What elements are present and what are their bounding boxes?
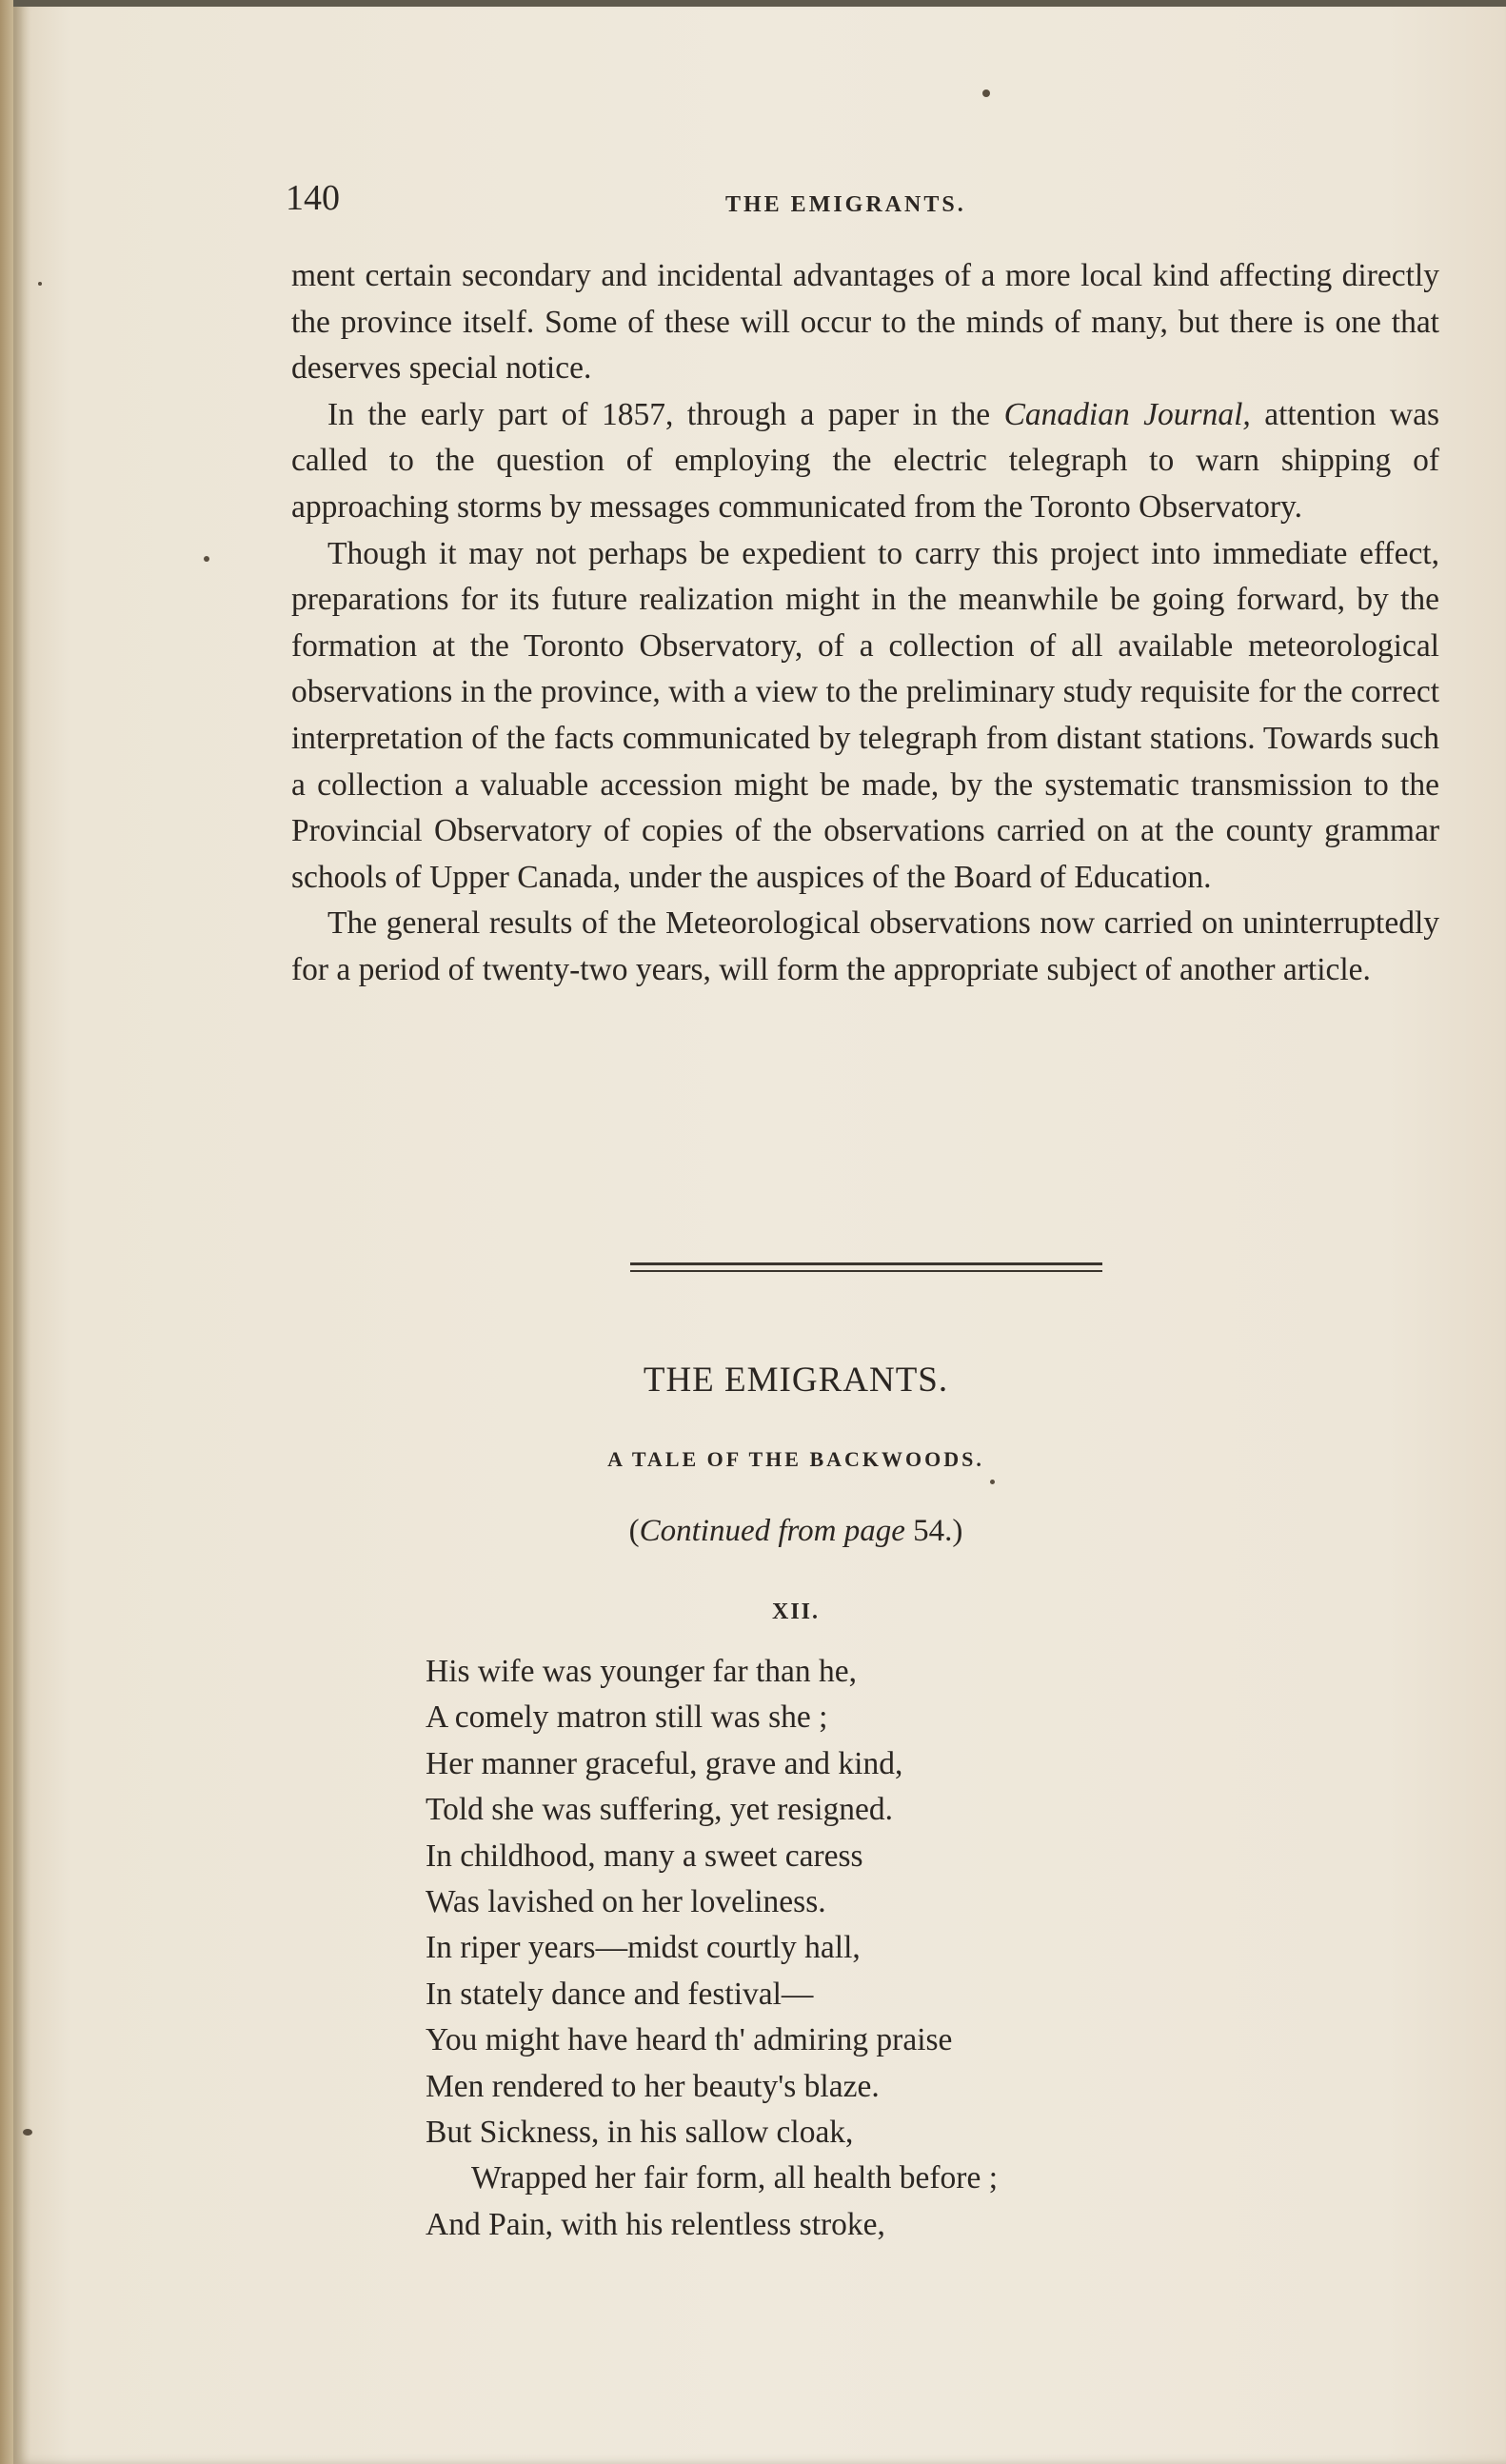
journal-title: Canadian Journal, [1003, 396, 1251, 432]
poem-line: His wife was younger far than he, [426, 1654, 858, 1689]
poem-line: Her manner graceful, grave and kind, [426, 1745, 903, 1781]
poem-line: In stately dance and festival— [426, 1976, 814, 2012]
paragraph-2-end: attention was called to the question of employing the electric telegraph to warn shipping of approaching storms by messages communicated from the Toronto Observatory. [291, 396, 1439, 525]
continued-italic: Continued from page [639, 1514, 905, 1548]
poem-line: But Sickness, in his sallow cloak, [426, 2115, 854, 2151]
paragraph-4: The general results of the Meteorological observations now carried on uninterruptedly for a period of twenty-two years, will form the appropriate subject of another article. [291, 905, 1439, 987]
poem-line: And Pain, with his relentless stroke, [426, 2206, 885, 2242]
page-top-edge [13, 0, 1506, 7]
story-subtitle: A TALE OF THE BACKWOODS. [607, 1447, 984, 1471]
continued-open-paren: ( [628, 1514, 640, 1548]
poem-line: A comely matron still was she ; [426, 1699, 828, 1736]
paragraph-2 [291, 392, 1439, 531]
section-number: XII. [771, 1600, 820, 1624]
paragraph-2-start: In the early part of 1857, through a paper in the [327, 396, 1004, 432]
article-body [291, 253, 1439, 994]
continued-note [0, 1514, 1506, 1549]
poem-stanza [426, 1649, 1282, 2248]
poem-line: In riper years—midst courtly hall, [426, 1930, 861, 1966]
paragraph-3: Though it may not perhaps be expedient to carry this project into immediate effect, preparations for its future realization might in the meanwhile be going forward, by the formation at the Toronto Observatory, of a collection of all available meteorological observations in the province, with a view to the preliminary study requisite for the correct interpretation of the facts communicated by telegraph from distant stations. Towards such a collection a valuable accession might be made, by the systematic transmission to the Provincial Observatory of copies of the observations carried on at the county grammar schools of Upper Canada, under the auspices of the Board of Education. [291, 535, 1439, 895]
poem-line: Told she was suffering, yet resigned. [426, 1792, 894, 1828]
story-title: THE EMIGRANTS. [643, 1361, 949, 1400]
poem-line: In childhood, many a sweet caress [426, 1838, 863, 1874]
section-divider-rule [630, 1262, 1102, 1272]
page-number: 140 [286, 178, 340, 218]
paragraph-1: ment certain secondary and incidental advantages of a more local kind affecting directly the province itself. Some of these will occur to the minds of many, but there is one that deserves special notice. [291, 258, 1439, 387]
poem-line: Wrapped her fair form, all health before ; [471, 2160, 998, 2196]
poem-line: Men rendered to her beauty's blaze. [426, 2068, 880, 2104]
poem-line: You might have heard th' admiring praise [426, 2022, 953, 2058]
continued-page-ref: 54.) [904, 1514, 963, 1548]
poem-line: Was lavished on her loveliness. [426, 1884, 826, 1920]
running-head: THE EMIGRANTS. [725, 192, 966, 217]
book-binding-edge [0, 0, 13, 2464]
